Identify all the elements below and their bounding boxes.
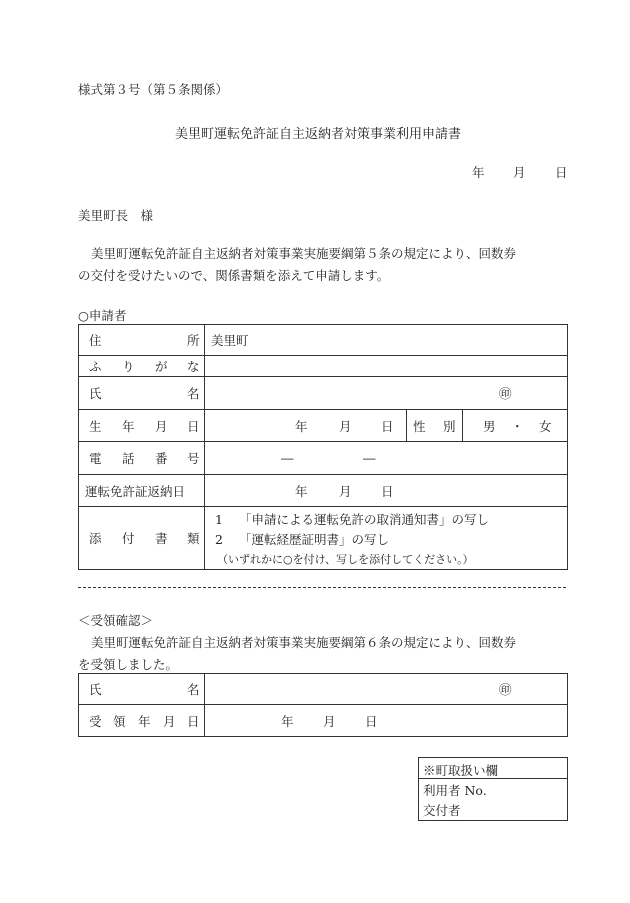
attach-label: 添 付 書 類 (79, 507, 205, 570)
office-use-box (418, 757, 568, 821)
address-label: 住 所 (79, 325, 205, 356)
office-issuer: 交付者 (423, 803, 461, 818)
gender-label: 性 別 (407, 410, 463, 442)
date-day: 日 (555, 165, 568, 180)
date-month: 月 (513, 165, 526, 180)
applicant-section-label: ○申請者 (78, 308, 127, 323)
return-date-label: 運転免許証返納日 (79, 475, 205, 507)
attach-field (205, 507, 568, 570)
seal-mark: ㊞ (499, 386, 512, 401)
gender-female[interactable]: 女 (539, 418, 552, 434)
applicant-table (78, 324, 568, 570)
office-use-header (419, 758, 567, 779)
receipt-name-label: 氏 名 (79, 674, 205, 705)
receipt-seal-mark: ㊞ (499, 682, 512, 697)
birth-date-field[interactable]: 年 月 日 (205, 410, 407, 442)
furigana-label: ふ り が な (79, 356, 205, 377)
return-date-field[interactable]: 年 月 日 (205, 475, 568, 507)
office-user-no: 利用者 No. (423, 783, 487, 798)
receipt-title: ＜受領確認＞ (78, 613, 154, 628)
cut-line (78, 587, 566, 588)
address-field[interactable] (205, 325, 568, 356)
receipt-line-1: 美里町運転免許証自主返納者対策事業実施要綱第６条の規定により、回数券 (91, 635, 517, 650)
gender-options[interactable]: 男 ・ 女 (463, 410, 568, 442)
attach-item-1[interactable]: 1 「申請による運転免許の取消通知書」の写し (215, 512, 489, 527)
office-use-title: ※町取扱い欄 (423, 763, 499, 778)
receipt-name-field[interactable] (205, 674, 568, 705)
form-number: 様式第３号（第５条関係） (78, 82, 229, 97)
receipt-date-field[interactable]: 年 月 日 (205, 705, 568, 737)
receipt-date-label: 受 領 年 月 日 (79, 705, 205, 737)
phone-label: 電 話 番 号 (79, 442, 205, 475)
phone-field[interactable]: ― ― (205, 442, 568, 475)
name-label: 氏 名 (79, 377, 205, 410)
attach-item-2[interactable]: 2 「運転経歴証明書」の写し (215, 532, 389, 547)
intro-line-2: の交付を受けたいので、関係書類を添えて申請します。 (78, 268, 390, 283)
addressee: 美里町長 様 (78, 208, 154, 223)
date-year: 年 (472, 165, 485, 180)
intro-line-1: 美里町運転免許証自主返納者対策事業実施要綱第５条の規定により、回数券 (91, 246, 517, 261)
birth-label: 生 年 月 日 (79, 410, 205, 442)
receipt-line-2: を受領しました。 (78, 657, 179, 672)
name-field[interactable] (205, 377, 568, 410)
furigana-field[interactable] (205, 356, 568, 377)
attach-note: （いずれかに○を付け、写しを添付してください。） (217, 553, 474, 566)
page-title: 美里町運転免許証自主返納者対策事業利用申請書 (175, 127, 462, 142)
receipt-table (78, 673, 568, 737)
address-value: 美里町 (211, 333, 249, 348)
gender-male[interactable]: 男 (483, 418, 496, 434)
